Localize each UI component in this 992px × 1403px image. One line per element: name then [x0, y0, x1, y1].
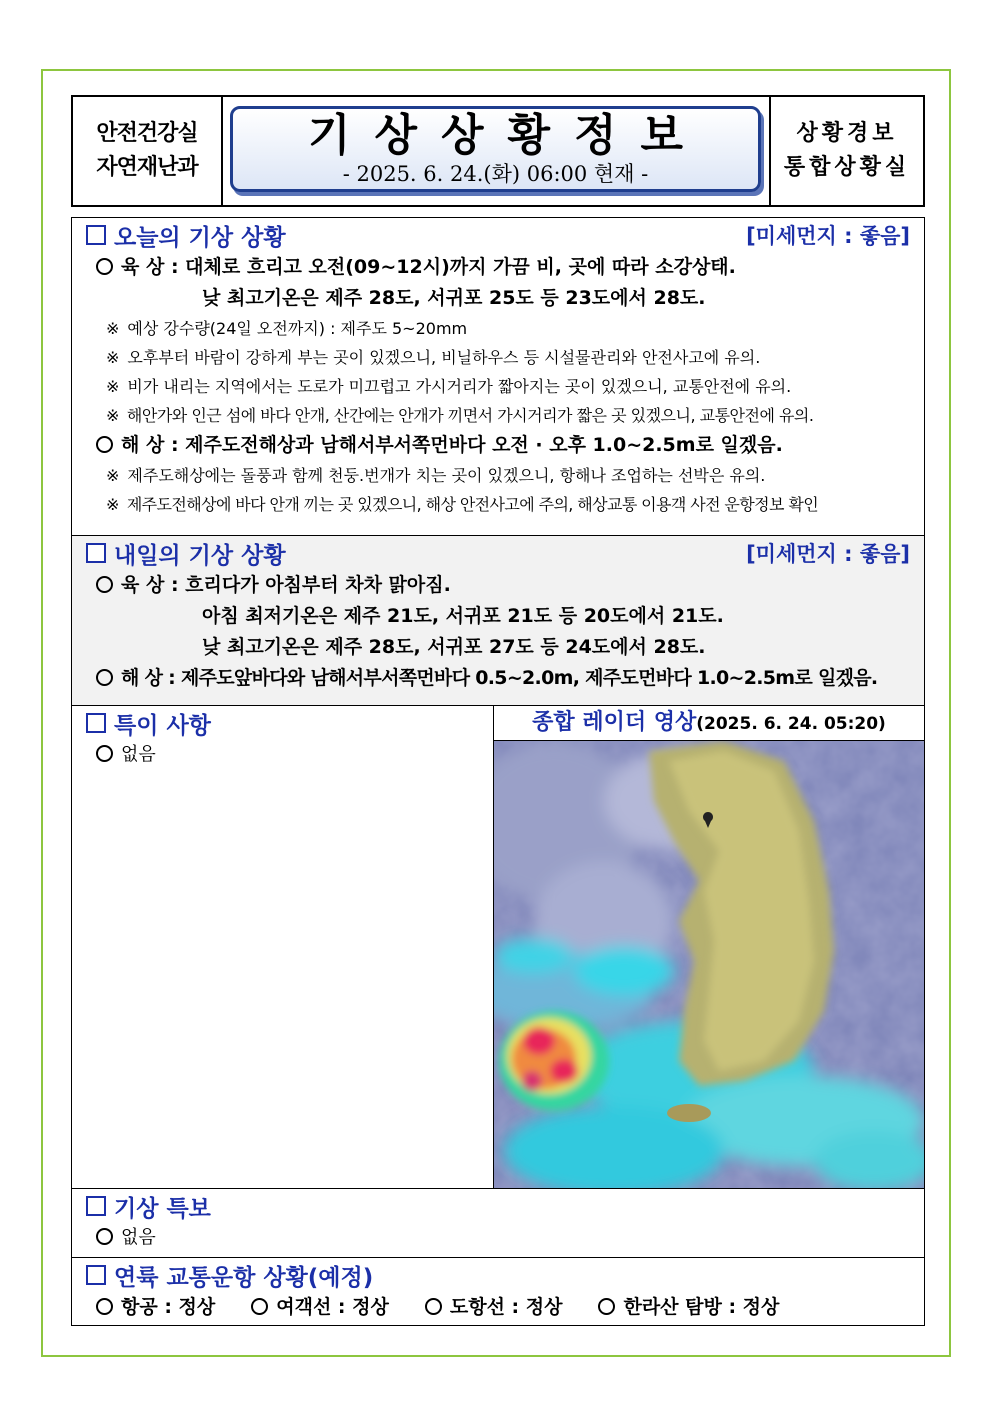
office-line1: 상황경보	[796, 121, 898, 146]
checkbox-square-icon	[86, 1196, 106, 1216]
traffic-section	[71, 1258, 925, 1326]
circle-bullet-icon	[96, 1228, 113, 1245]
tomorrow-land-line3: 낮 최고기온은 제주 28도, 서귀포 27도 등 24도에서 28도.	[202, 636, 706, 658]
page-title: 기상상황정보	[307, 110, 708, 161]
special-section	[71, 706, 925, 1189]
today-note-text: 예상 강수량(24일 오전까지) : 제주도 5~20mm	[127, 319, 468, 338]
tomorrow-land-line2: 아침 최저기온은 제주 21도, 서귀포 21도 등 20도에서 21도.	[202, 605, 724, 627]
today-note-text: 비가 내리는 지역에서는 도로가 미끄럽고 가시거리가 짧아지는 곳이 있겠으니, 교통안전에 유의.	[127, 377, 792, 396]
note-mark-icon: ※	[106, 377, 120, 396]
today-sea-note	[72, 461, 924, 490]
traffic-item-text: 여객선 : 정상	[276, 1296, 389, 1318]
circle-bullet-icon	[96, 576, 113, 593]
today-land-text1: 대체로 흐리고 오전(09~12시)까지 가끔 비, 곳에 따라 소강상태.	[185, 256, 736, 278]
office-line2: 통합상황실	[783, 155, 911, 180]
today-section	[71, 217, 925, 536]
circle-bullet-icon	[425, 1298, 442, 1315]
circle-bullet-icon	[96, 436, 113, 453]
circle-bullet-icon	[96, 669, 113, 686]
note-mark-icon: ※	[106, 406, 119, 425]
special-item-text: 없음	[121, 744, 156, 765]
title-box	[230, 106, 761, 192]
today-heading	[86, 219, 286, 252]
today-land-line2: 낮 최고기온은 제주 28도, 서귀포 25도 등 23도에서 28도.	[202, 287, 706, 309]
note-mark-icon: ※	[106, 348, 120, 367]
traffic-header	[72, 1258, 924, 1292]
warning-header	[72, 1189, 924, 1223]
radar-map-graphic	[494, 741, 924, 1188]
tomorrow-land-line	[72, 570, 924, 601]
traffic-item-text: 항공 : 정상	[121, 1296, 216, 1318]
header	[71, 95, 925, 207]
checkbox-square-icon	[86, 1265, 106, 1285]
today-note	[72, 343, 924, 372]
radar-title: 종합 레이더 영상	[532, 710, 697, 735]
warning-item	[72, 1223, 924, 1253]
today-note-text: 오후부터 바람이 강하게 부는 곳이 있겠으니, 비닐하우스 등 시설물관리와 안전사고에 유의.	[127, 348, 761, 367]
title-area	[223, 97, 769, 205]
today-note	[72, 372, 924, 401]
traffic-item-air	[72, 1292, 215, 1322]
circle-bullet-icon	[251, 1298, 268, 1315]
office-block	[769, 97, 923, 205]
tomorrow-heading-text: 내일의 기상 상황	[114, 542, 286, 569]
traffic-item-text: 한라산 탐방 : 정상	[623, 1296, 780, 1318]
today-heading-text: 오늘의 기상 상황	[114, 224, 286, 251]
tomorrow-dust-status: [미세먼지 : 좋음]	[746, 542, 910, 566]
special-header	[72, 706, 493, 740]
today-land-label: 육 상 :	[121, 256, 179, 278]
radar-image	[494, 741, 924, 1188]
radar-timestamp: (2025. 6. 24. 05:20)	[696, 714, 886, 734]
warning-heading-text: 기상 특보	[114, 1195, 211, 1222]
today-sea-line	[72, 430, 924, 461]
today-note	[72, 401, 924, 430]
warning-section	[71, 1189, 925, 1258]
radar-jeju-island	[667, 1104, 711, 1122]
tomorrow-section	[71, 536, 925, 706]
traffic-status-row	[72, 1292, 924, 1322]
department-line2: 자연재난과	[96, 155, 198, 180]
circle-bullet-icon	[96, 745, 113, 762]
radar-heavy-rain-cell	[499, 1011, 609, 1111]
traffic-heading-text: 연륙 교통운항 상황(예정)	[114, 1264, 374, 1291]
today-sea-text: 제주도전해상과 남해서부서쪽먼바다 오전 · 오후 1.0~2.5m로 일겠음.	[185, 434, 783, 456]
today-land-line	[72, 252, 924, 283]
checkbox-square-icon	[86, 543, 106, 563]
traffic-item-hallasan	[580, 1292, 779, 1322]
tomorrow-header	[72, 536, 924, 570]
department-block	[73, 97, 223, 205]
department-line1: 안전건강실	[96, 121, 198, 146]
today-dust-status: [미세먼지 : 좋음]	[746, 224, 910, 248]
today-note-text: 해안가와 인근 섬에 바다 안개, 산간에는 안개가 끼면서 가시거리가 짧은 곳 있겠으니, 교통안전에 유의.	[126, 406, 814, 425]
today-sea-note-text: 제주도해상에는 돌풍과 함께 천둥.번개가 치는 곳이 있겠으니, 항해나 조업하는 선박은 유의.	[127, 466, 766, 485]
traffic-item-island-ferry	[407, 1292, 563, 1322]
tomorrow-sea-line	[72, 663, 924, 694]
today-note	[72, 314, 924, 343]
traffic-item-ferry	[233, 1292, 389, 1322]
warning-heading	[86, 1190, 211, 1223]
checkbox-square-icon	[86, 225, 106, 245]
radar-header	[494, 706, 924, 741]
special-heading	[86, 707, 211, 740]
circle-bullet-icon	[96, 1298, 113, 1315]
special-heading-text: 특이 사항	[114, 712, 211, 739]
traffic-heading	[86, 1259, 373, 1292]
tomorrow-heading	[86, 537, 286, 570]
circle-bullet-icon	[96, 258, 113, 275]
note-mark-icon: ※	[106, 495, 119, 514]
today-sea-note-text: 제주도전해상에 바다 안개 끼는 곳 있겠으니, 해상 안전사고에 주의, 해상교통 이용객 사전 운항정보 확인	[126, 495, 819, 514]
today-sea-label: 해 상 :	[121, 434, 179, 456]
tomorrow-sea-label: 해 상 :	[121, 667, 176, 689]
tomorrow-sea-text: 제주도앞바다와 남해서부서쪽먼바다 0.5~2.0m, 제주도먼바다 1.0~2.5m로 일겠음.	[180, 667, 878, 689]
warning-item-text: 없음	[121, 1227, 156, 1248]
circle-bullet-icon	[598, 1298, 615, 1315]
traffic-item-text: 도항선 : 정상	[449, 1296, 563, 1318]
today-sea-note	[72, 490, 924, 519]
report-datetime: - 2025. 6. 24.(화) 06:00 현재 -	[342, 162, 649, 186]
today-header	[72, 218, 924, 252]
note-mark-icon: ※	[106, 319, 120, 338]
checkbox-square-icon	[86, 713, 106, 733]
tomorrow-land-label: 육 상 :	[121, 574, 179, 596]
note-mark-icon: ※	[106, 466, 120, 485]
tomorrow-land-text1: 흐리다가 아침부터 차차 맑아짐.	[185, 574, 451, 596]
